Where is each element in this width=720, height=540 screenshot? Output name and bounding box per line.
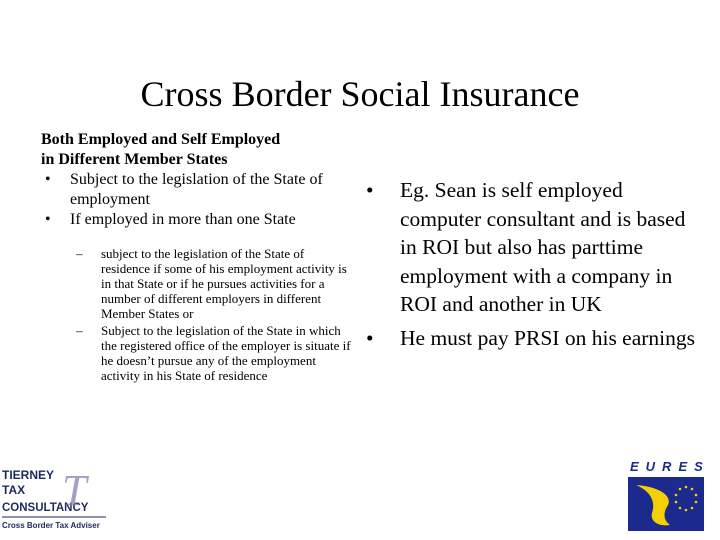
bullet-icon: • [366, 325, 374, 350]
logo-line3: CONSULTANCY [2, 502, 89, 514]
left-bullet-text: Subject to the legislation of the State of employment [70, 171, 323, 208]
bullet-icon: • [366, 178, 374, 202]
right-bullet-item [366, 324, 696, 353]
bullet-icon: • [41, 211, 51, 228]
left-sub-bullet-item [70, 246, 351, 321]
eures-logo [622, 455, 710, 533]
tierney-tax-logo [0, 463, 108, 531]
left-bullet-item [41, 170, 351, 210]
logo-line2: TAX [2, 483, 26, 497]
left-bullet-item [41, 210, 351, 230]
dash-icon: – [76, 323, 83, 338]
left-sub-bullet-text: Subject to the legislation of the State in which the registered office of the employer is situate if he doesn’t pursue any of the employment activity in his State of residence [101, 323, 351, 383]
left-bullet-text: If employed in more than one State [70, 211, 296, 228]
left-sub-bullets [41, 246, 351, 383]
left-column [41, 130, 351, 385]
right-bullet-item [366, 176, 696, 319]
right-column [366, 176, 696, 357]
slide-title: Cross Border Social Insurance [140, 74, 580, 114]
right-bullet-text: Eg. Sean is self employed computer consultant and is based in ROI but also has parttime employment with a company in ROI and another in UK [400, 178, 686, 316]
right-bullet-text: He must pay PRSI on his earnings [400, 325, 696, 350]
dash-icon: – [76, 246, 83, 261]
left-heading-line1: Both Employed and Self Employed [41, 131, 281, 148]
logo-line1: TIERNEY [2, 468, 55, 482]
bullet-icon: • [41, 171, 51, 188]
left-heading-line2: in Different Member States [41, 151, 228, 168]
left-sub-bullet-text: subject to the legislation of the State of residence if some of his employment activity is in that State or if he pursues activities for a number of different employers in different Member States or [101, 246, 347, 321]
logo-monogram: T [62, 466, 87, 515]
logo-tagline: Cross Border Tax Adviser [2, 521, 100, 530]
eures-text: EURES [630, 459, 710, 474]
left-sub-bullet-item [70, 323, 351, 383]
